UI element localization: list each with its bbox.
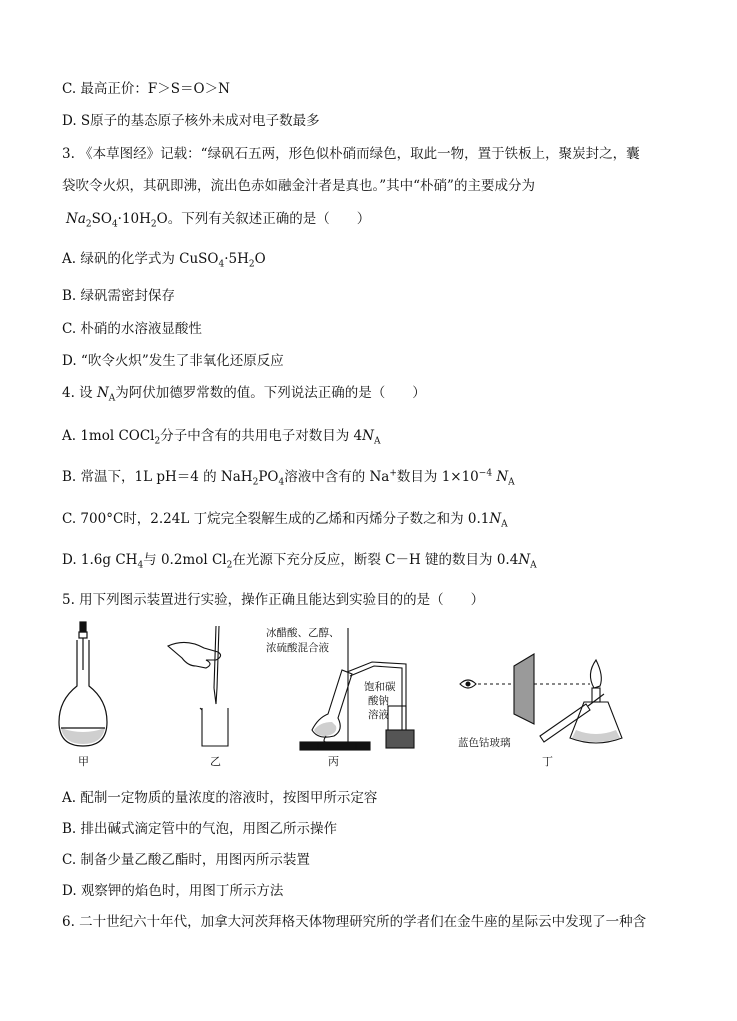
q2-option-c: C. 最高正价：F＞S＝O＞N <box>62 81 230 97</box>
q2-option-d: D. S原子的基态原子核外未成对电子数最多 <box>62 113 320 129</box>
q4-option-b-prefix: B. 常温下，1L pH＝4 的 NaH <box>62 469 253 485</box>
q4-option-c-text: C. 700°C时，2.24L 丁烷完全裂解生成的乙烯和丙烯分子数之和为 0.1 <box>62 511 490 527</box>
q5-apparatus-diagram <box>56 618 696 778</box>
q3-stem-line1: 3. 《本草图经》记载：“绿矾石五两，形色似朴硝而绿色，取此一物，置于铁板上，聚炭封之，囊 <box>62 146 640 162</box>
q4-option-d-mid2: 在光源下充分反应，断裂 C－H 键的数目为 0.4 <box>232 552 519 568</box>
q4-option-c: C. 700°C时，2.24L 丁烷完全裂解生成的乙烯和丙烯分子数之和为 $0.1N_A$ <box>62 511 508 530</box>
bing-note-right1: 饱和碳 <box>364 681 396 693</box>
q4-option-b: B. 常温下，1L pH＝4 的 $NaH_2PO_4$溶液中含有的 Na+数目为 $1\times 10^{-4}$ $N_A$ <box>62 468 515 488</box>
q5-figures <box>56 618 696 778</box>
figure-label-yi: 乙 <box>210 755 221 768</box>
q3-option-a-text: A. 绿矾的化学式为 CuSO <box>62 251 219 267</box>
q3-option-a: A. 绿矾的化学式为 $CuSO_4\cdot 5H_2O$ <box>62 251 266 270</box>
q4-stem: 4. 设 $N_A$为阿伏加德罗常数的值。下列说法正确的是（ ） <box>62 385 426 404</box>
q4-option-b-tail: 数目为 1×10 <box>396 469 479 485</box>
q4-option-a-text: A. 1mol COCl <box>62 428 155 444</box>
q3-option-c: C. 朴硝的水溶液显酸性 <box>62 321 202 337</box>
q3-formula-na: Na <box>66 211 86 227</box>
figure-ding-flame-test <box>460 654 622 743</box>
q4-option-d: D. 1.6g $CH_4$与 0.2mol $Cl_2$在光源下充分反应，断裂 C－H 键的数目为 $0.4N_A$ <box>62 552 537 571</box>
figure-yi-pipette <box>168 626 228 746</box>
bing-note-top2: 浓硫酸混合液 <box>266 642 329 654</box>
q4-stem-suffix: 为阿伏加德罗常数的值。下列说法正确的是（ ） <box>115 385 426 401</box>
figure-label-ding: 丁 <box>542 755 553 768</box>
q5-stem: 5. 用下列图示装置进行实验，操作正确且能达到实验目的的是（ ） <box>62 592 485 608</box>
q4-option-d-prefix: D. 1.6g CH <box>62 552 138 568</box>
q5-option-c: C. 制备少量乙酸乙酯时，用图丙所示装置 <box>62 852 310 868</box>
bing-note-top1: 冰醋酸、乙醇、 <box>266 627 340 639</box>
q4-stem-prefix: 4. 设 <box>62 385 93 401</box>
q4-option-d-mid1: 与 0.2mol Cl <box>143 552 227 568</box>
q5-option-a: A. 配制一定物质的量浓度的溶液时，按图甲所示定容 <box>62 790 378 806</box>
ding-note-glass: 蓝色钴玻璃 <box>458 737 511 749</box>
figure-label-bing: 丙 <box>328 755 339 768</box>
q5-option-b: B. 排出碱式滴定管中的气泡，用图乙所示操作 <box>62 821 338 837</box>
q5-option-d: D. 观察钾的焰色时，用图丁所示方法 <box>62 883 284 899</box>
q3-stem-line2: 袋吹令火炽，其矾即沸，流出色赤如融金汁者是真也。”其中“朴硝”的主要成分为 <box>62 178 535 194</box>
q3-stem-tail: 。下列有关叙述正确的是（ ） <box>167 211 371 227</box>
figure-label-jia: 甲 <box>78 755 89 768</box>
q3-option-d: D. “吹令火炽”发生了非氧化还原反应 <box>62 353 284 369</box>
bing-note-right2: 酸钠 <box>368 695 389 707</box>
figure-jia-flask <box>59 622 107 746</box>
q3-stem-line3: $Na_2SO_4\cdot 10H_2O$。下列有关叙述正确的是（ ） <box>66 211 371 230</box>
q4-option-b-mid: 溶液中含有的 Na <box>284 469 390 485</box>
q4-option-a: A. 1mol COCl$_2$分子中含有的共用电子对数目为 $4N_A$ <box>62 428 381 447</box>
q3-option-b: B. 绿矾需密封保存 <box>62 288 176 304</box>
q4-option-a-tail: 分子中含有的共用电子对数目为 4 <box>160 428 363 444</box>
bing-note-right3: 溶液 <box>368 709 389 721</box>
q6-stem-line1: 6. 二十世纪六十年代，加拿大河茨拜格天体物理研究所的学者们在金牛座的星际云中发现了一种含 <box>62 914 647 930</box>
